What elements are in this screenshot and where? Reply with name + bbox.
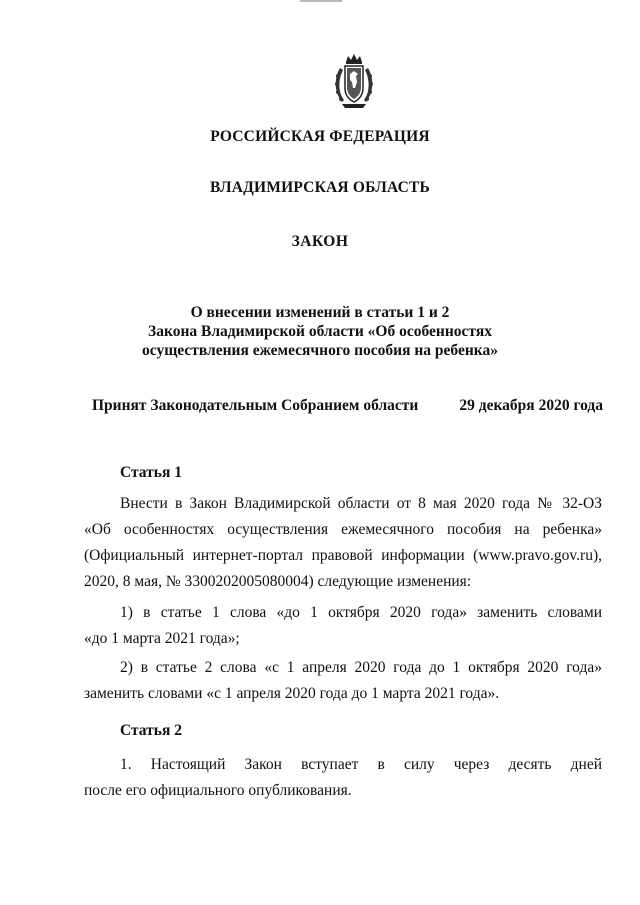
coat-of-arms-icon	[330, 52, 378, 112]
subject-line: О внесении изменений в статьи 1 и 2	[190, 304, 450, 321]
article-2-heading: Статья 2	[120, 722, 182, 739]
article-1-heading: Статья 1	[120, 464, 182, 481]
adoption-date: 29 декабря 2020 года	[459, 397, 603, 414]
scan-edge-mark	[300, 0, 342, 2]
text-line: заменить словами «с 1 апреля 2020 года до 1 марта 2021 года».	[84, 685, 500, 702]
text-line: 2020, 8 мая, № 3300202005080004) следующие изменения:	[84, 573, 472, 590]
document-type-heading: ЗАКОН	[291, 233, 349, 250]
federation-heading: РОССИЙСКАЯ ФЕДЕРАЦИЯ	[210, 128, 430, 145]
article-2-item-1	[84, 752, 602, 804]
subject-line: осуществления ежемесячного пособия на ребенка»	[142, 342, 498, 359]
text-line: 1. Настоящий Закон вступает в силу через десять дней	[120, 756, 602, 773]
law-subject-title	[0, 303, 640, 360]
text-line: после его официального опубликования.	[84, 782, 352, 799]
article-1-item-1	[84, 600, 602, 652]
text-line: 2) в статье 2 слова «с 1 апреля 2020 года до 1 октября 2020 года»	[120, 659, 602, 676]
text-line: (Официальный интернет-портал правовой информации (www.pravo.gov.ru),	[84, 547, 602, 564]
text-line: «Об особенностях осуществления ежемесячного пособия на ребенка»	[84, 521, 602, 538]
region-heading: ВЛАДИМИРСКАЯ ОБЛАСТЬ	[210, 179, 430, 196]
adopted-by-label: Принят Законодательным Собранием области	[92, 397, 419, 414]
subject-line: Закона Владимирской области «Об особенностях	[148, 323, 492, 340]
article-1-item-2	[84, 655, 602, 707]
article-1-intro	[84, 491, 602, 595]
text-line: Внести в Закон Владимирской области от 8 мая 2020 года № 32-ОЗ	[120, 495, 602, 512]
text-line: «до 1 марта 2021 года»;	[84, 630, 240, 647]
text-line: 1) в статье 1 слова «до 1 октября 2020 года» заменить словами	[120, 604, 602, 621]
